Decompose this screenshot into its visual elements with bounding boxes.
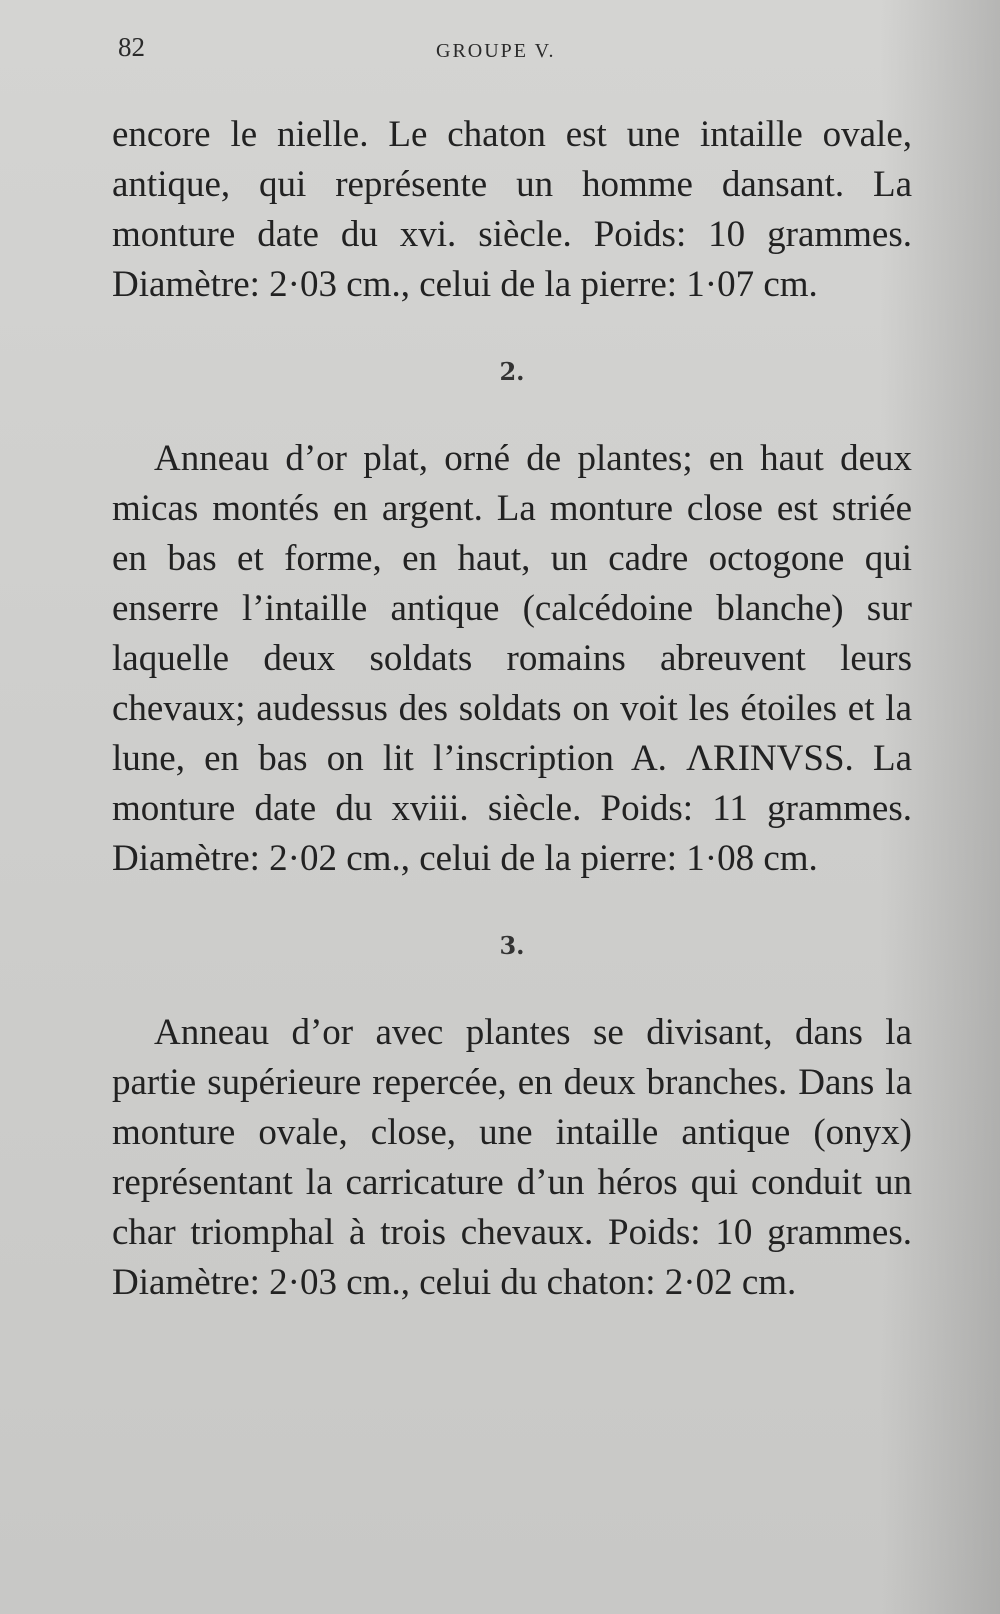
paragraph-entry-2: Anneau d’or plat, orné de plantes; en haut deux micas montés en argent. La monture close est striée en bas et forme, en haut, un cadre octogone qui enserre l’intaille antique (calcédoine blanche) sur laquelle deux soldats romains abreuvent leurs chevaux; audessus des soldats on voit les étoiles et la lune, en bas on lit l’inscription A. ΛRINVSS. La monture date du xviii. siècle. Poids: 11 grammes. Diamètre: 2·02 cm., celui de la pierre: 1·08 cm. (112, 438, 912, 879)
page-number: 82 (118, 32, 145, 62)
running-head: GROUPE V. (436, 40, 556, 62)
body-text (112, 110, 912, 1308)
section-number-3: 3. (499, 931, 525, 960)
page-header (118, 32, 958, 72)
paragraph-continuation: encore le nielle. Le chaton est une intaille ovale, antique, qui représente un homme dansant. La monture date du xvi. siècle. Poids: 10 grammes. Diamètre: 2·03 cm., celui de la pierre: 1·07 cm. (112, 114, 912, 305)
section-number-2: 2. (499, 357, 525, 386)
paragraph-entry-3: Anneau d’or avec plantes se divisant, dans la partie supérieure repercée, en deux branches. Dans la monture ovale, close, une intaille antique (onyx) représentant la carricature d’un héros qui conduit un char triomphal à trois chevaux. Poids: 10 grammes. Diamètre: 2·03 cm., celui du chaton: 2·02 cm. (112, 1012, 912, 1303)
